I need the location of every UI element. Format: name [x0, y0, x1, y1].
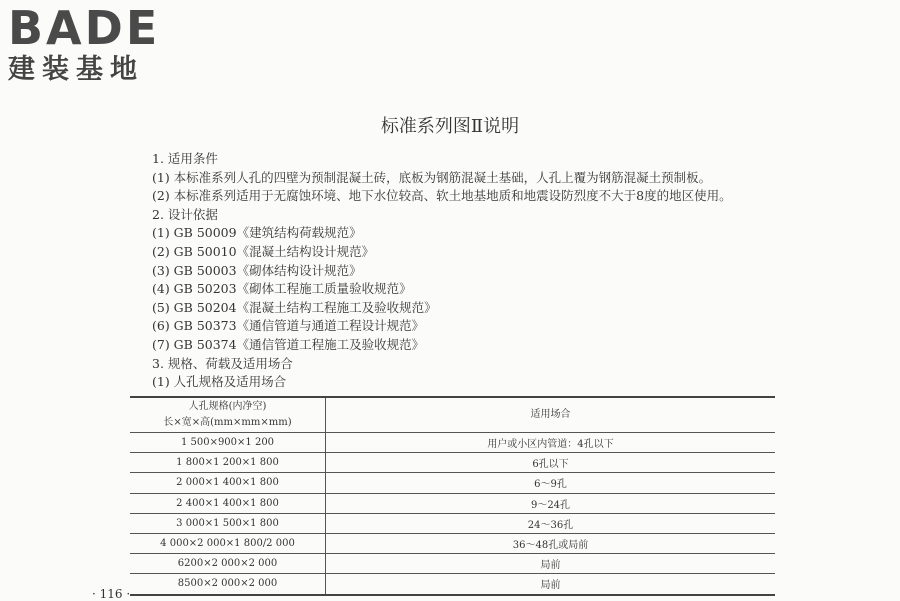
logo-subtitle: 建装基地 — [8, 54, 144, 85]
logo-wordmark: BADE — [8, 1, 161, 55]
standard-reference: (1) GB 50009《建筑结构荷载规范》 — [152, 225, 362, 241]
page-number: · 116 · — [92, 587, 131, 601]
standard-reference: (3) GB 50003《砌体结构设计规范》 — [152, 262, 362, 278]
spec-cell: 1 500×900×1 200 — [130, 433, 326, 453]
spec-cell: 8500×2 000×2 000 — [130, 574, 326, 595]
usage-cell: 9～24孔 — [326, 493, 776, 513]
spec-cell: 4 000×2 000×1 800/2 000 — [130, 533, 326, 553]
spec-cell: 2 400×1 400×1 800 — [130, 493, 326, 513]
manhole-spec-table — [130, 396, 775, 596]
usage-cell: 用户或小区内管道：4孔以下 — [326, 433, 776, 453]
table-row — [130, 493, 775, 513]
usage-cell: 局前 — [326, 554, 776, 574]
document-body — [152, 150, 852, 392]
table-row — [130, 453, 775, 473]
spec-cell: 3 000×1 500×1 800 — [130, 513, 326, 533]
standard-reference: (6) GB 50373《通信管道与通道工程设计规范》 — [152, 318, 425, 334]
table-row — [130, 574, 775, 595]
paragraph-line: (2) 本标准系列适用于无腐蚀环境、地下水位较高、软土地基地质和地震设防烈度不大于8度的地区使用。 — [152, 188, 732, 204]
header-spec-line1: 人孔规格(内净空) — [188, 401, 267, 412]
header-usage: 适用场合 — [326, 397, 776, 433]
brand-logo — [8, 1, 178, 86]
usage-cell: 局前 — [326, 574, 776, 595]
table-header-row — [130, 397, 775, 433]
table-row — [130, 533, 775, 553]
section-heading-basis: 2. 设计依据 — [152, 206, 218, 222]
table-row — [130, 554, 775, 574]
header-spec-line2: 长×宽×高(mm×mm×mm) — [163, 417, 292, 428]
spec-cell: 1 800×1 200×1 800 — [130, 453, 326, 473]
standard-reference: (5) GB 50204《混凝土结构工程施工及验收规范》 — [152, 299, 437, 315]
header-spec — [130, 397, 326, 433]
usage-cell: 6孔以下 — [326, 453, 776, 473]
document-title: 标准系列图Ⅱ说明 — [380, 116, 520, 137]
usage-cell: 24～36孔 — [326, 513, 776, 533]
spec-cell: 2 000×1 400×1 800 — [130, 473, 326, 493]
standard-reference: (2) GB 50010《混凝土结构设计规范》 — [152, 243, 375, 259]
section-heading-conditions: 1. 适用条件 — [152, 151, 218, 166]
standard-reference: (7) GB 50374《通信管道工程施工及验收规范》 — [152, 336, 425, 352]
table-row — [130, 473, 775, 493]
paragraph-line: (1) 本标准系列人孔的四壁为预制混凝土砖，底板为钢筋混凝土基础，人孔上覆为钢筋混凝土预制板。 — [152, 169, 712, 185]
usage-cell: 36～48孔或局前 — [326, 533, 776, 553]
subsection-heading: (1) 人孔规格及适用场合 — [152, 374, 287, 390]
table-row — [130, 433, 775, 453]
table-row — [130, 513, 775, 533]
standard-reference: (4) GB 50203《砌体工程施工质量验收规范》 — [152, 281, 412, 297]
section-heading-specs: 3. 规格、荷载及适用场合 — [152, 355, 293, 371]
usage-cell: 6～9孔 — [326, 473, 776, 493]
spec-cell: 6200×2 000×2 000 — [130, 554, 326, 574]
